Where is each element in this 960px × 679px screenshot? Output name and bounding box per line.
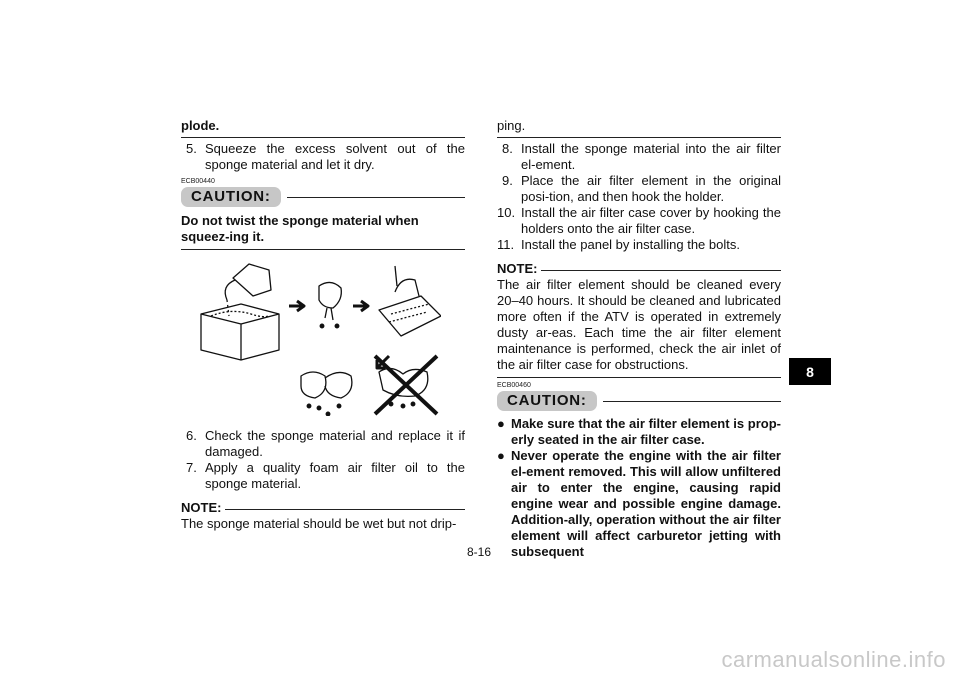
caution-bullet-2 bbox=[497, 448, 781, 560]
caution-rule bbox=[287, 197, 465, 198]
left-column bbox=[181, 118, 465, 532]
step-7 bbox=[181, 460, 465, 492]
caution-badge: CAUTION: bbox=[497, 391, 597, 411]
bullet-icon: ● bbox=[497, 448, 505, 463]
caution-code: ECB00440 bbox=[181, 178, 215, 185]
note-header bbox=[497, 261, 781, 277]
step-number: 10. bbox=[497, 205, 516, 220]
note-text: The air filter element should be cleaned every 20–40 hours. It should be cleaned and lubricated more often if the ATV is operated in extremely dusty ar-eas. Each time the air filter element maintenance is performed, check the air inlet of the air filter case for obstructions. bbox=[497, 277, 781, 372]
step-5 bbox=[181, 141, 465, 173]
step-number: 11. bbox=[497, 237, 515, 252]
bullet-icon: ● bbox=[497, 416, 505, 431]
note-label: NOTE: bbox=[497, 261, 538, 276]
step-8 bbox=[497, 141, 781, 173]
bullet-text: Make sure that the air filter element is prop-erly seated in the air filter case. bbox=[511, 416, 781, 447]
divider bbox=[497, 137, 781, 138]
step-number: 7. bbox=[186, 460, 197, 475]
continued-text: plode. bbox=[181, 118, 220, 133]
step-text: Install the air filter case cover by hooking the holders onto the air filter case. bbox=[521, 205, 781, 236]
step-9 bbox=[497, 173, 781, 205]
caution-badge: CAUTION: bbox=[181, 187, 281, 207]
step-number: 9. bbox=[502, 173, 513, 188]
sponge-cleaning-illustration bbox=[191, 256, 441, 416]
step-10 bbox=[497, 205, 781, 237]
page-number: 8-16 bbox=[467, 545, 492, 559]
continued-text: ping. bbox=[497, 118, 526, 133]
step-number: 6. bbox=[186, 428, 197, 443]
watermark: carmanualsonline.info bbox=[721, 647, 946, 672]
step-text: Squeeze the excess solvent out of the sponge material and let it dry. bbox=[205, 141, 465, 172]
caution-text: Do not twist the sponge material when squeez-ing it. bbox=[181, 213, 419, 244]
caution-header bbox=[497, 391, 781, 411]
step-text: Install the panel by installing the bolts. bbox=[521, 237, 740, 252]
caution-header bbox=[181, 187, 465, 207]
step-text: Apply a quality foam air filter oil to the sponge material. bbox=[205, 460, 465, 491]
divider bbox=[181, 249, 465, 250]
bullet-text: Never operate the engine with the air filter el-ement removed. This will allow unfiltered air to enter the engine, causing rapid engine wear and possible engine damage. Addition-ally, operation without the air filter element will affect carburetor jetting with subsequent bbox=[511, 448, 781, 559]
step-text: Install the sponge material into the air filter el-ement. bbox=[521, 141, 781, 172]
step-text: Check the sponge material and replace it if damaged. bbox=[205, 428, 465, 459]
step-11 bbox=[497, 237, 781, 253]
divider bbox=[497, 377, 781, 378]
caution-rule bbox=[603, 401, 781, 402]
note-rule bbox=[541, 270, 781, 271]
step-number: 8. bbox=[502, 141, 513, 156]
note-label: NOTE: bbox=[181, 500, 222, 515]
step-number: 5. bbox=[186, 141, 197, 156]
divider bbox=[181, 137, 465, 138]
note-rule bbox=[225, 509, 465, 510]
right-column bbox=[497, 118, 781, 560]
note-text: The sponge material should be wet but not drip- bbox=[181, 516, 457, 531]
note-header bbox=[181, 500, 465, 516]
chapter-tab: 8 bbox=[789, 358, 831, 385]
caution-code: ECB00460 bbox=[497, 382, 531, 389]
caution-bullet-1 bbox=[497, 416, 781, 448]
step-text: Place the air filter element in the original posi-tion, and then hook the holder. bbox=[521, 173, 781, 204]
step-6 bbox=[181, 428, 465, 460]
